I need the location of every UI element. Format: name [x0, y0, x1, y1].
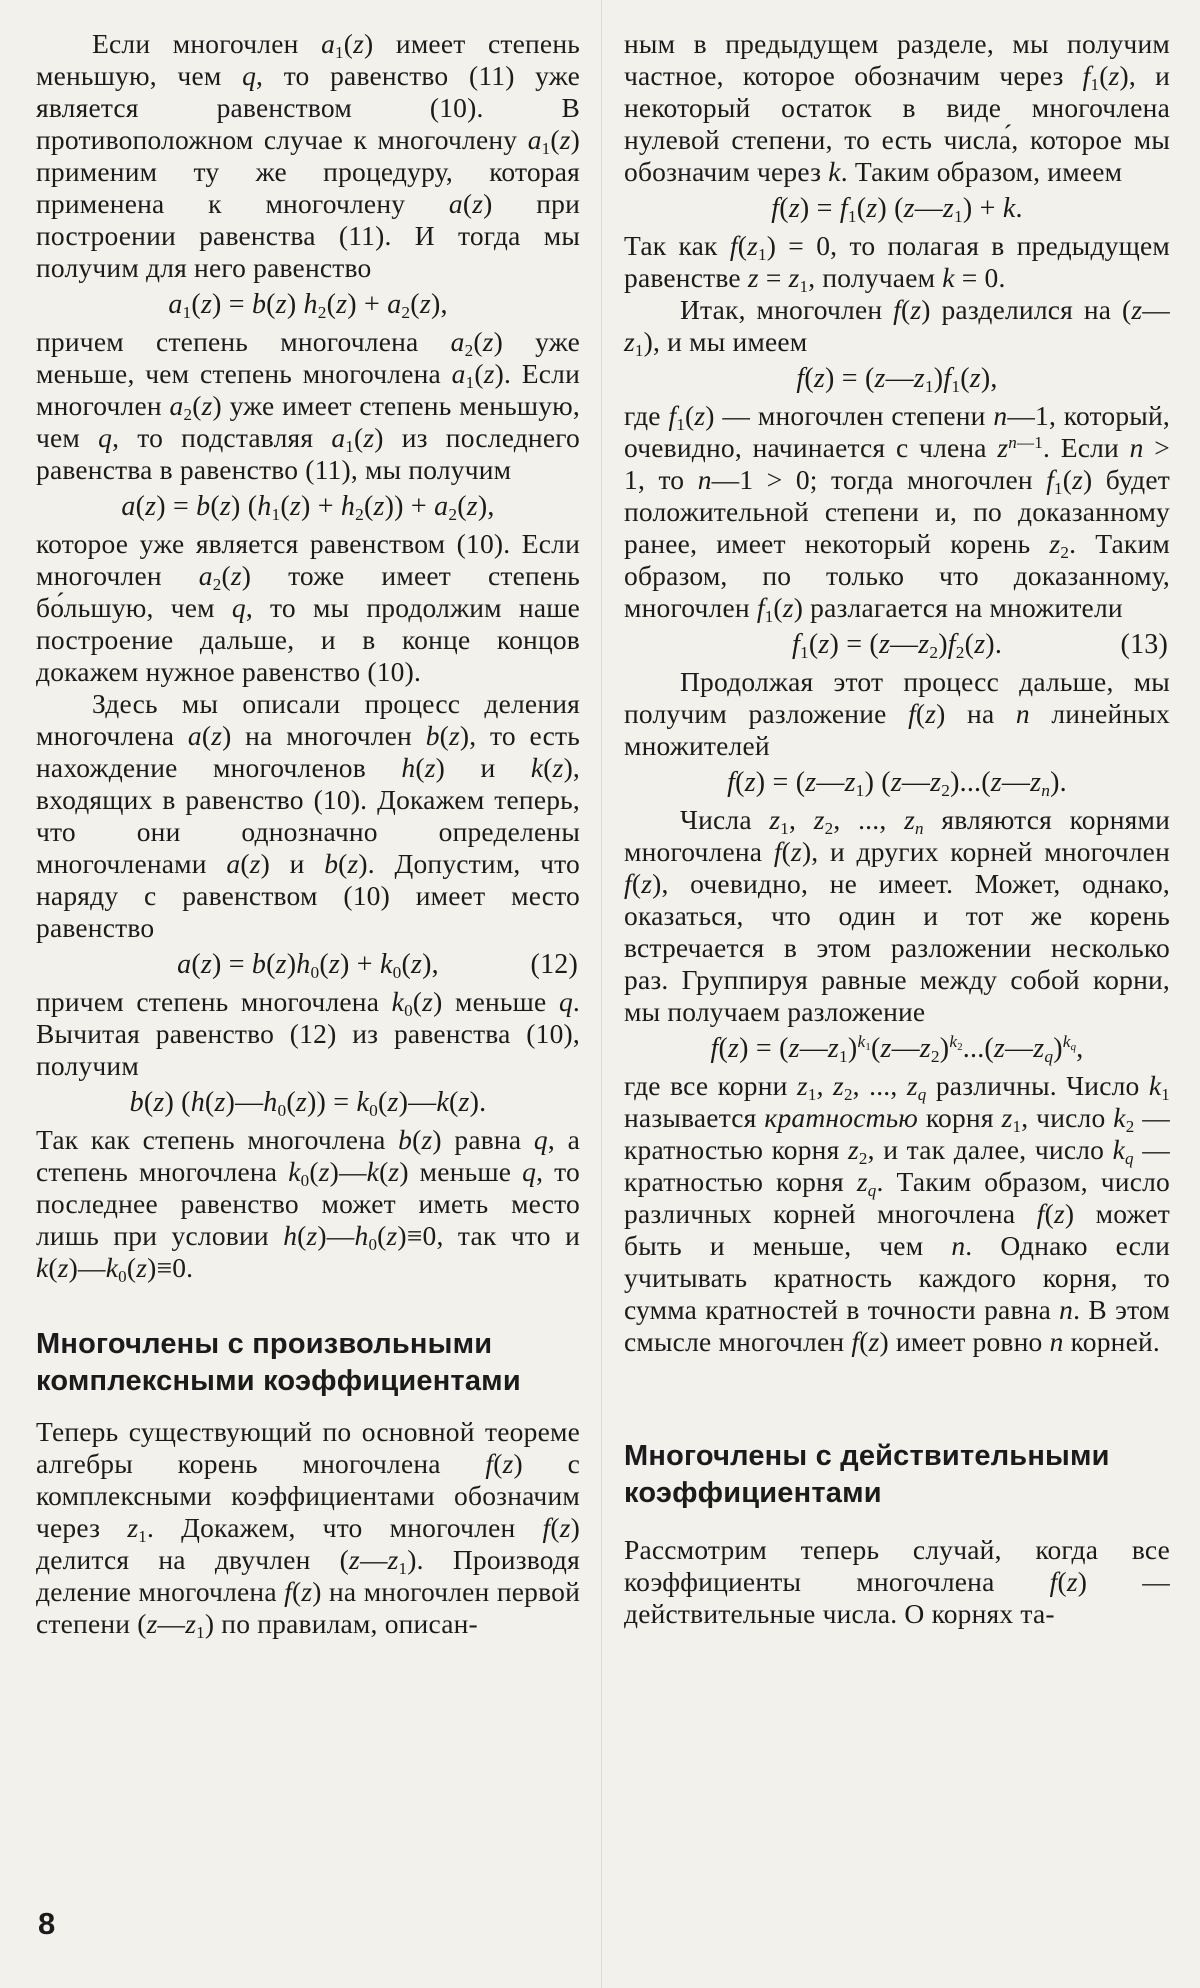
paragraph: Продолжая этот процесс дальше, мы получим разложение f(z) на n линейных множителей	[624, 666, 1170, 761]
equation	[624, 193, 1170, 225]
paragraph: Числа $z_1$, $z_2$, ..., $z_n$ являются корнями многочлена f(z), и других корней многочлен f(z), очевидно, не имеет. Может, однако, оказаться, что один и тот же корень встречается в этом разложении несколько раз. Группируя равные между собой корни, мы получаем разложение	[624, 804, 1170, 1027]
equation-body: $f(z) = f_1(z)$ $(z—z_1) + k$.	[771, 193, 1023, 226]
paragraph: где все корни $z_1$, $z_2$, ..., $z_q$ различны. Число $k_1$ называется кратностью корня $z_1$, число $k_2$ — кратностью корня $z_2$, и так далее, число $k_q$ — кратностью корня $z_q$. Таким образом, число различных корней многочлена f(z) может быть и меньше, чем n. Однако если учитывать кратность каждого корня, то сумма кратностей в точности равна n. В этом смысле многочлен f(z) имеет ровно n корней.	[624, 1070, 1171, 1357]
equation-body: $a_1(z) = b(z) h_2(z) + a_2(z)$,	[168, 289, 448, 322]
equation-body: $f_1(z)$ = $(z—z_2)f_2(z)$.	[791, 629, 1003, 662]
paragraph: ным в предыдущем разделе, мы получим частное, которое обозначим через $f_1(z)$, и некоторый остаток в виде многочлена нулевой степени, то есть числа́, которое мы обозначим через k. Таким образом, имеем	[624, 28, 1170, 187]
equation	[624, 1033, 1170, 1065]
equation-body: a(z) = b(z) $(h_1(z) + h_2(z)) + a_2(z)$,	[121, 491, 495, 524]
equation	[624, 767, 1170, 799]
equation-body: b(z) $(h(z)—h_0(z))$ = $k_0(z)—k(z)$.	[129, 1087, 487, 1120]
paragraph: причем степень многочлена $a_2(z)$ уже меньше, чем степень многочлена $a_1(z)$. Если многочлен $a_2(z)$ уже имеет степень меньшую, чем q, то подставляя $a_1(z)$ из последнего равенства в равенство (11), мы получим	[36, 326, 581, 485]
equation-13	[624, 629, 1170, 661]
paragraph: Рассмотрим теперь случай, когда все коэффициенты многочлена f(z) — действительные числа. О корнях та-	[624, 1534, 1170, 1629]
paragraph: причем степень многочлена $k_0(z)$ меньше q. Вычитая равенство (12) из равенства (10), получим	[36, 986, 580, 1081]
paragraph: Если многочлен $a_1(z)$ имеет степень меньшую, чем q, то равенство (11) уже является равенством (10). В противоположном случае к многочлену $a_1(z)$ применим ту же процедуру, которая применена к многочлену a(z) при построении равенства (11). И тогда мы получим для него равенство	[36, 28, 581, 283]
equation-12	[36, 949, 580, 981]
section-heading: Многочлены с произвольными комплексными коэффициентами	[36, 1328, 521, 1397]
equation-body: $a(z) = b(z)h_0(z) + k_0(z)$,	[177, 949, 439, 982]
equation	[36, 491, 580, 523]
column-divider	[601, 0, 602, 1988]
paragraph: Здесь мы описали процесс деления многочлена a(z) на многочлен b(z), то есть нахождение многочленов h(z) и k(z), входящих в равенство (10). Докажем теперь, что они однозначно определены многочленами a(z) и b(z). Допустим, что наряду с равенством (10) имеет место равенство	[36, 688, 581, 943]
left-column	[36, 28, 580, 1640]
page-number: 8	[38, 1906, 56, 1941]
equation-body: $f(z) = (z—z_1)^{k_1}(z—z_2)^{k_2}...(z—z_q)^{k_q}$,	[710, 1032, 1084, 1066]
equation	[624, 363, 1170, 395]
equation-number: (12)	[530, 949, 578, 980]
paragraph: которое уже является равенством (10). Если многочлен $a_2(z)$ тоже имеет степень бо́льшую, чем q, то мы продолжим наше построение дальше, и в конце концов докажем нужное равенство (10).	[36, 528, 581, 687]
right-column	[624, 28, 1170, 1630]
paragraph: Так как $f(z_1) = 0$, то полагая в предыдущем равенстве $z = z_1$, получаем k = 0.	[624, 230, 1171, 296]
equation	[36, 289, 580, 321]
equation	[36, 1087, 580, 1119]
equation-number: (13)	[1120, 629, 1168, 660]
paragraph: где $f_1(z)$ — многочлен степени n—1, который, очевидно, начинается с члена $z^{n—1}$. Если n > 1, то n—1 > 0; тогда многочлен $f_1(z)$ будет положительной степени и, по доказанному ранее, имеет некоторый корень $z_2$. Таким образом, по только что доказанному, многочлен $f_1(z)$ разлагается на множители	[624, 400, 1170, 626]
equation-body: $f(z) = (z—z_1)$ $(z—z_2)...(z—z_n)$.	[727, 767, 1067, 800]
paragraph: Так как степень многочлена b(z) равна q, а степень многочлена $k_0(z)—k(z)$ меньше q, то последнее равенство может иметь место лишь при условии $h(z)—h_0(z)\equiv 0$, так что и $k(z)—k_0(z)\equiv 0$.	[36, 1124, 580, 1286]
paragraph: Теперь существующий по основной теореме алгебры корень многочлена f(z) с комплексными коэффициентами обозначим через $z_1$. Докажем, что многочлен f(z) делится на двучлен $(z—z_1)$. Производя деление многочлена f(z) на многочлен первой степени $(z—z_1)$ по правилам, описан-	[36, 1416, 581, 1642]
equation-body: $f(z) = (z—z_1)f_1(z)$,	[796, 363, 998, 396]
section-heading: Многочлены с действительными коэффициентами	[624, 1440, 1110, 1509]
paragraph: Итак, многочлен f(z) разделился на $(z—z_1)$, и мы имеем	[624, 294, 1170, 360]
